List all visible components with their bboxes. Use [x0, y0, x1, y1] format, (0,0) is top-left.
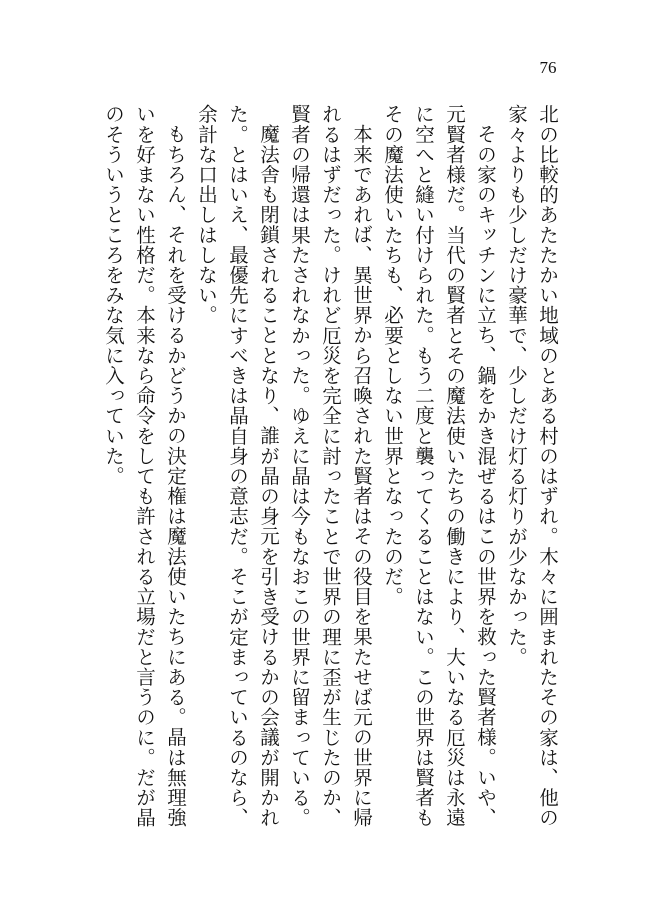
- paragraph-4: 魔法舎も閉鎖されることとなり、誰が晶の身元を引き受けるかの会議が開かれた。とはいえ、最優先にすべきは晶自身の意志だ。そこが定まっているのなら、余計な口出しはしない。: [195, 104, 280, 828]
- paragraph-2: その家のキッチンに立ち、鍋をかき混ぜるはこの世界を救った賢者様。いや、元賢者様だ。当代の賢者とその魔法使いたちの働きにより、大いなる厄災は永遠に空へと縫い付けられた。もう二度と襲ってくることはない。この世界は賢者もその魔法使いたちも、必要としない世界となったのだ。: [381, 104, 497, 828]
- paragraph-1: 北の比較的あたたかい地域のとある村のはずれ。木々に囲まれたその家は、他の家々よりも少しだけ豪華で、少しだけ灯る灯りが少なかった。: [505, 104, 559, 828]
- page-number: 76: [539, 58, 557, 77]
- paragraph-5: もちろん、それを受けるかどうかの決定権は魔法使いたちにある。晶は無理強いを好まない性格だ。本来なら命令をしても許される立場だと言うのに。だが晶のそういうところをみな気に入っていた。: [102, 104, 187, 828]
- novel-text-body: [98, 104, 563, 844]
- paragraph-3: 本来であれば、異世界から召喚された賢者はその役目を果たせば元の世界に帰れるはずだった。けれど厄災を完全に討ったことで世界の理に歪が生じたのか、賢者の帰還は果たされなかった。ゆえに晶は今もなおこの世界に留まっている。: [288, 104, 373, 828]
